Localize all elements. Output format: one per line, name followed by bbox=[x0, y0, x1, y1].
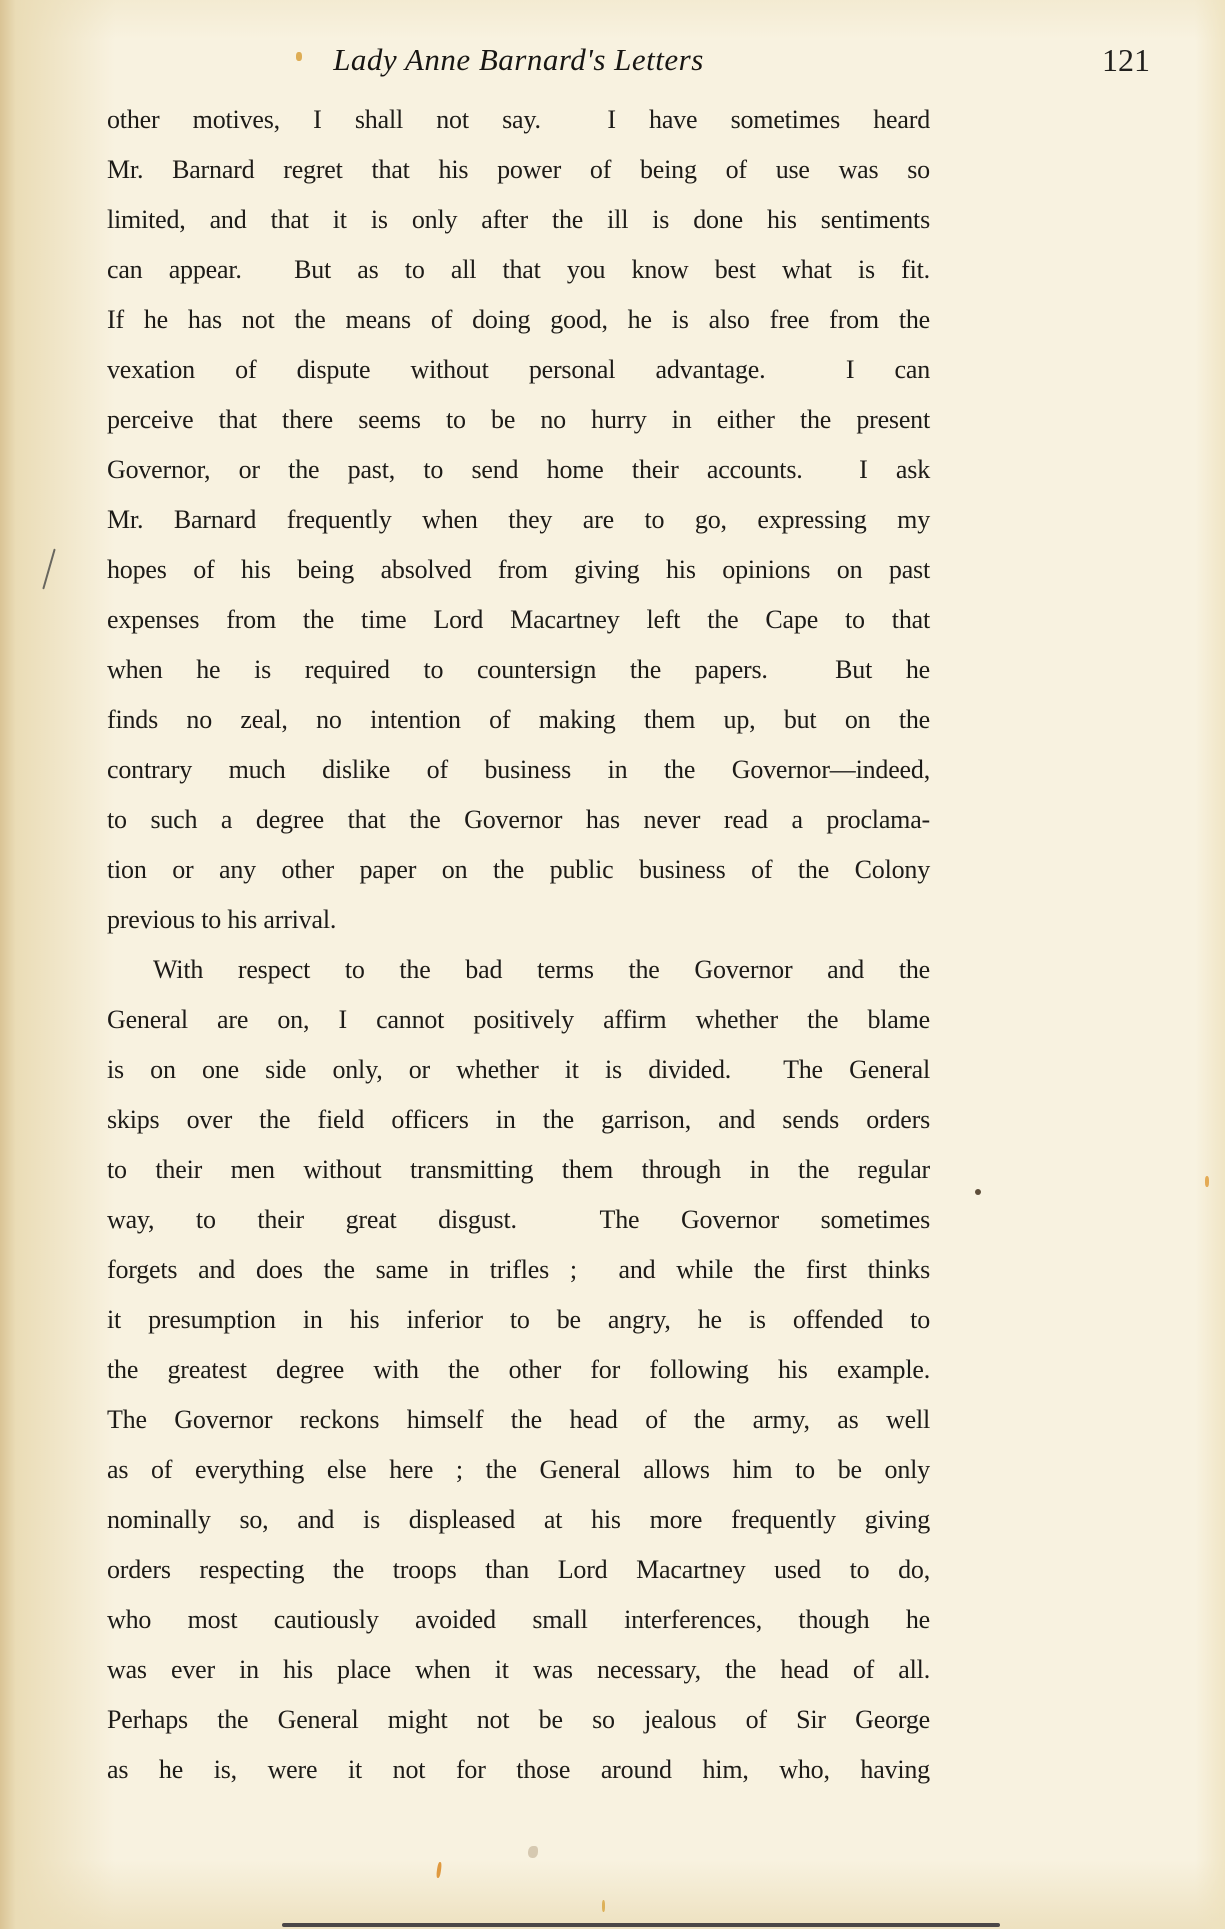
text-line: Perhaps the General might not be so jealous of Sir George bbox=[107, 1705, 930, 1734]
text-line: Mr. Barnard frequently when they are to go, expressing my bbox=[107, 505, 930, 534]
text-line: tion or any other paper on the public business of the Colony bbox=[107, 855, 930, 884]
text-line: as he is, were it not for those around him, who, having bbox=[107, 1755, 930, 1784]
running-title: Lady Anne Barnard's Letters bbox=[333, 42, 704, 77]
paper-speck bbox=[975, 1189, 981, 1195]
text-line: With respect to the bad terms the Governor and the bbox=[153, 955, 930, 984]
text-line: Mr. Barnard regret that his power of being of use was so bbox=[107, 155, 930, 184]
text-line: finds no zeal, no intention of making them up, but on the bbox=[107, 705, 930, 734]
page-number: 121 bbox=[1102, 42, 1150, 78]
text-line: Governor, or the past, to send home their accounts. I ask bbox=[107, 455, 930, 484]
text-line: forgets and does the same in trifles ; and while the first thinks bbox=[107, 1255, 930, 1284]
text-line: nominally so, and is displeased at his more frequently giving bbox=[107, 1505, 930, 1534]
text-line: to their men without transmitting them through in the regular bbox=[107, 1155, 930, 1184]
text-line: is on one side only, or whether it is divided. The General bbox=[107, 1055, 930, 1084]
paper-speck bbox=[1205, 1176, 1209, 1187]
text-line: as of everything else here ; the General allows him to be only bbox=[107, 1455, 930, 1484]
text-line: when he is required to countersign the papers. But he bbox=[107, 655, 930, 684]
text-line: to such a degree that the Governor has never read a proclama- bbox=[107, 805, 930, 834]
text-line: perceive that there seems to be no hurry in either the present bbox=[107, 405, 930, 434]
text-line: the greatest degree with the other for following his example. bbox=[107, 1355, 930, 1384]
text-block bbox=[107, 95, 930, 1795]
text-line: contrary much dislike of business in the Governor—indeed, bbox=[107, 755, 930, 784]
text-line: orders respecting the troops than Lord Macartney used to do, bbox=[107, 1555, 930, 1584]
text-line: General are on, I cannot positively affirm whether the blame bbox=[107, 1005, 930, 1034]
paper-speck bbox=[528, 1846, 538, 1858]
paper-speck bbox=[602, 1900, 605, 1912]
text-line: it presumption in his inferior to be angry, he is offended to bbox=[107, 1305, 930, 1334]
text-line: hopes of his being absolved from giving his opinions on past bbox=[107, 555, 930, 584]
text-line: previous to his arrival. bbox=[107, 905, 337, 934]
text-line: skips over the field officers in the garrison, and sends orders bbox=[107, 1105, 930, 1134]
margin-pen-mark bbox=[42, 549, 55, 590]
text-line: can appear. But as to all that you know best what is fit. bbox=[107, 255, 930, 284]
scan-bottom-edge bbox=[282, 1923, 1000, 1927]
paper-speck bbox=[436, 1862, 442, 1878]
text-line: limited, and that it is only after the ill is done his sentiments bbox=[107, 205, 930, 234]
paper-speck bbox=[296, 52, 302, 61]
text-line: If he has not the means of doing good, he is also free from the bbox=[107, 305, 930, 334]
text-line: expenses from the time Lord Macartney left the Cape to that bbox=[107, 605, 930, 634]
text-line: who most cautiously avoided small interferences, though he bbox=[107, 1605, 930, 1634]
text-line: was ever in his place when it was necessary, the head of all. bbox=[107, 1655, 930, 1684]
text-line: vexation of dispute without personal advantage. I can bbox=[107, 355, 930, 384]
text-line: way, to their great disgust. The Governor sometimes bbox=[107, 1205, 930, 1234]
text-line: other motives, I shall not say. I have sometimes heard bbox=[107, 105, 930, 134]
text-line: The Governor reckons himself the head of the army, as well bbox=[107, 1405, 930, 1434]
